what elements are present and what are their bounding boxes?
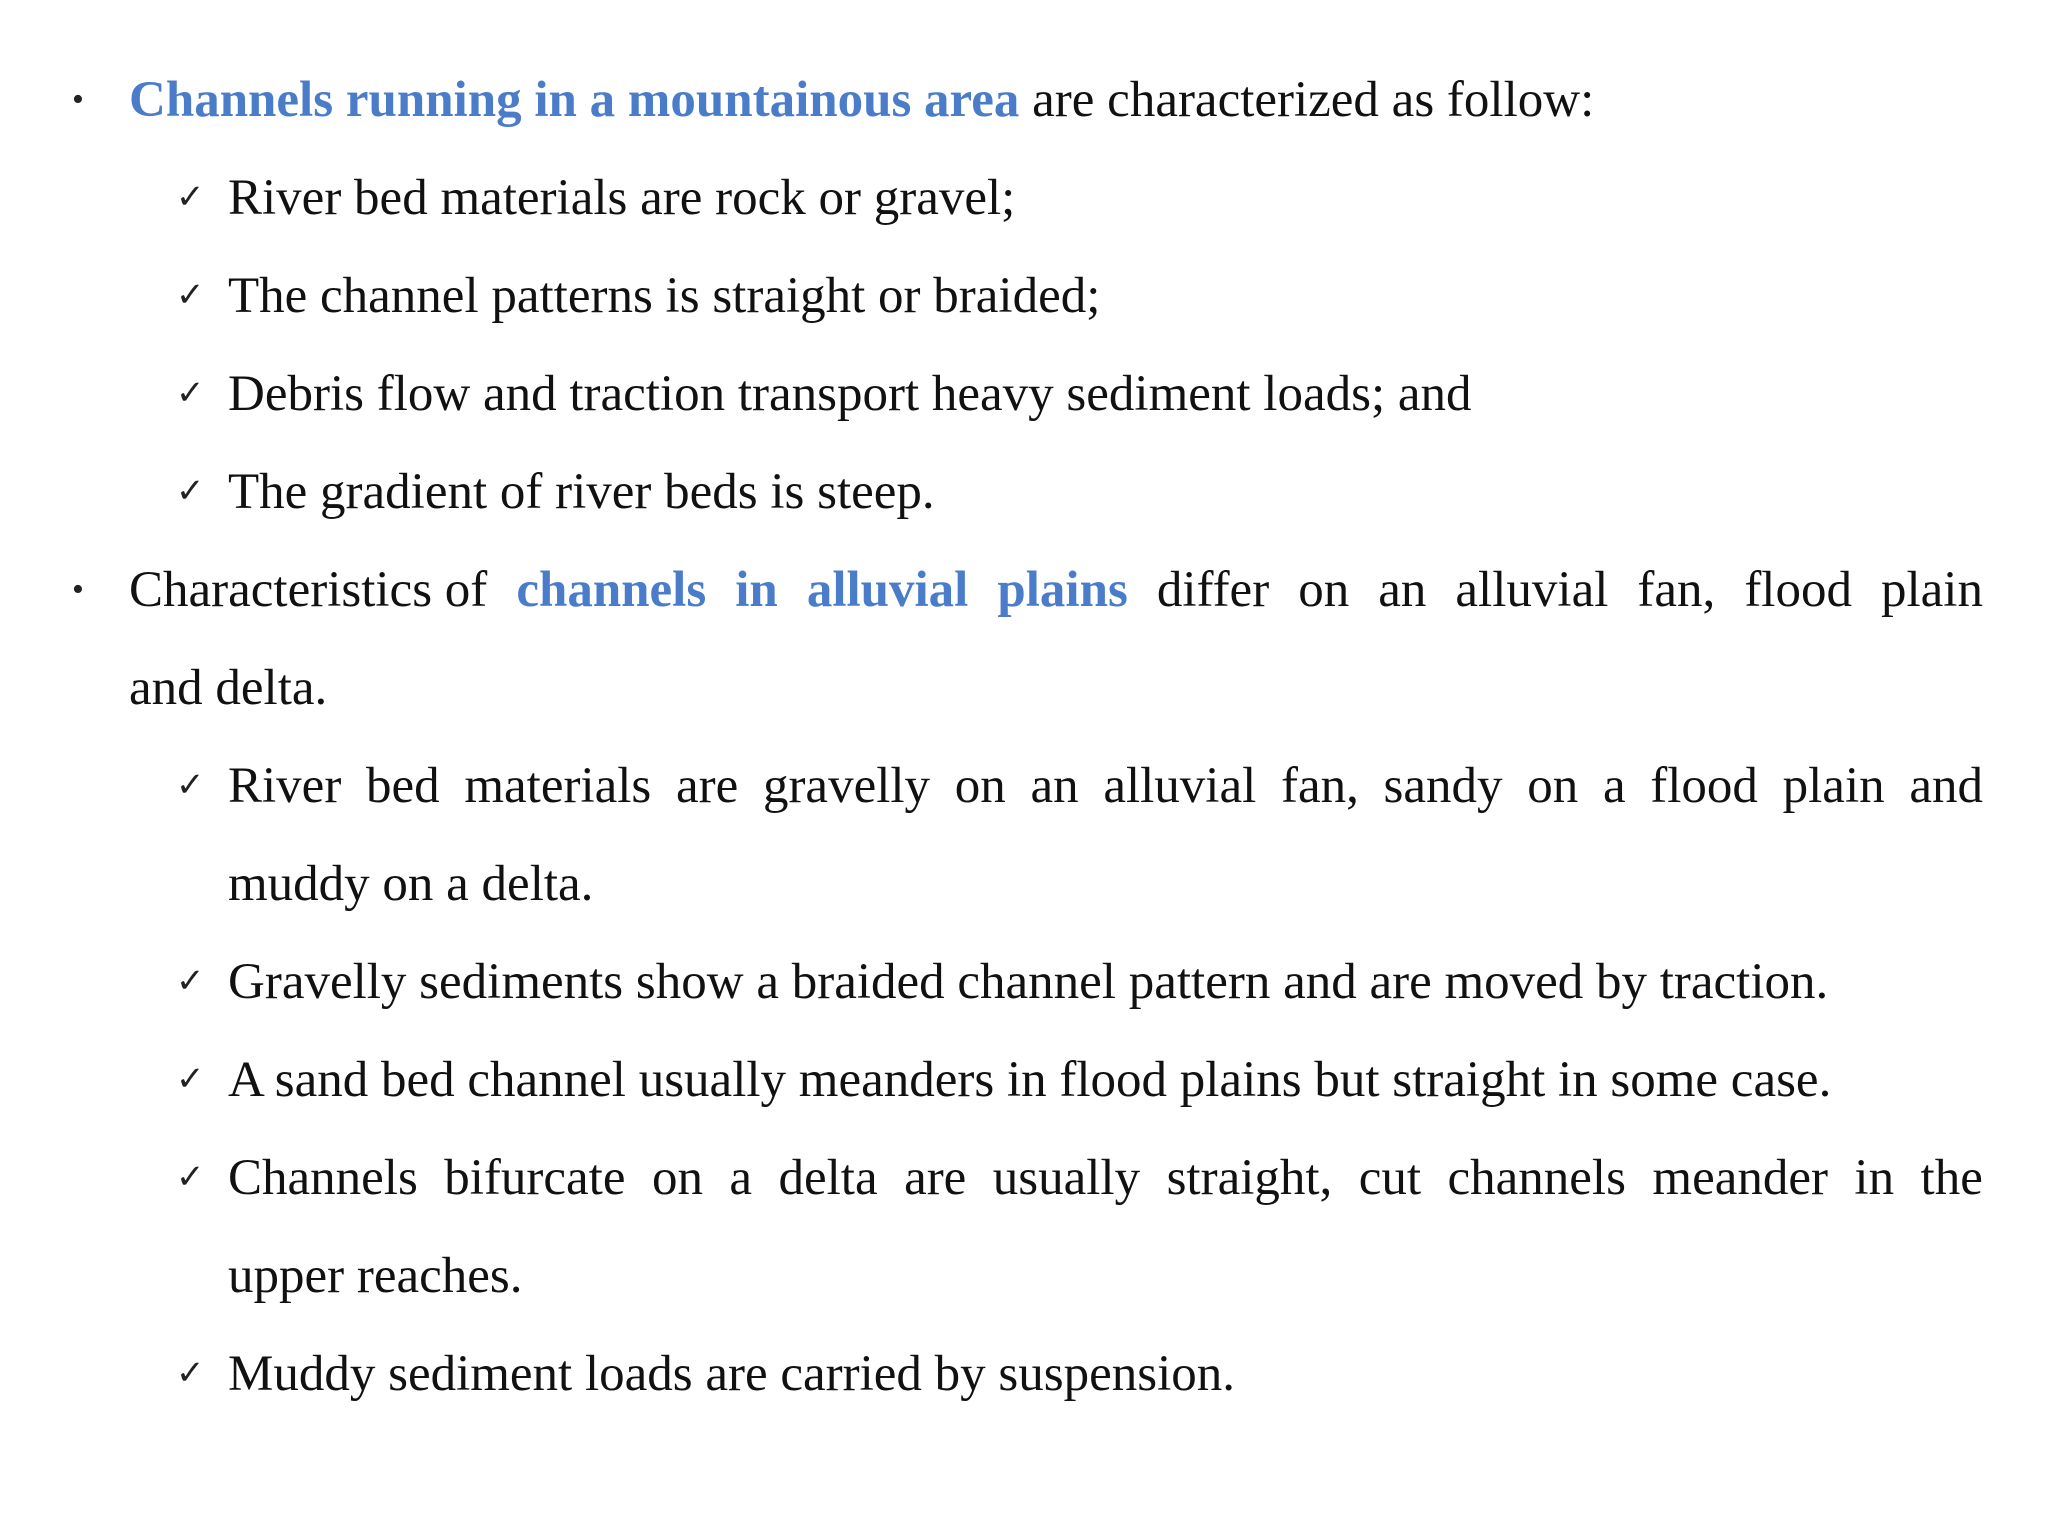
word: are — [675, 758, 739, 814]
list-item-text: upper reaches. — [228, 1248, 523, 1304]
word: alluvial — [1103, 758, 1257, 814]
word: usually — [992, 1150, 1141, 1206]
section2-word: differ — [1156, 562, 1270, 618]
word: on — [954, 758, 1006, 814]
check-icon: ✓ — [176, 277, 205, 314]
section2-word: alluvial — [1455, 562, 1609, 618]
word: bed — [366, 758, 440, 814]
word: River — [228, 758, 342, 814]
section1-highlight: Channels running in a mountainous area — [129, 72, 1020, 128]
word: an — [1030, 758, 1079, 814]
section2-highlight-word: channels — [516, 562, 707, 618]
section2-before: Characteristics of — [129, 562, 488, 618]
section2-word: plain — [1881, 562, 1983, 618]
list-item-text: Gravelly sediments show a braided channel pattern and are moved by traction. — [228, 954, 1829, 1010]
word: cut — [1358, 1150, 1422, 1206]
word: and — [1909, 758, 1983, 814]
word: channels — [1447, 1150, 1626, 1206]
check-icon: ✓ — [176, 1355, 205, 1392]
list-item-text: muddy on a delta. — [228, 856, 594, 912]
word: the — [1920, 1150, 1983, 1206]
list-item-text: A sand bed channel usually meanders in flood plains but straight in some case. — [228, 1052, 1832, 1108]
word: plain — [1782, 758, 1885, 814]
word: flood — [1650, 758, 1758, 814]
list-item-text: River bed materials are rock or gravel; — [228, 170, 1016, 226]
word: Channels — [228, 1150, 418, 1206]
word: are — [904, 1150, 967, 1206]
bullet-icon: • — [72, 81, 84, 118]
word: bifurcate — [444, 1150, 626, 1206]
section1-rest: are characterized as follow: — [1019, 72, 1595, 128]
word: on — [1527, 758, 1579, 814]
list-item-text: The gradient of river beds is steep. — [228, 464, 935, 520]
section2-highlight-word: plains — [997, 562, 1128, 618]
section2-word: fan, — [1637, 562, 1716, 618]
check-icon: ✓ — [176, 473, 205, 510]
section1-heading — [129, 70, 1594, 130]
bullet-icon: • — [72, 571, 84, 608]
check-icon: ✓ — [176, 179, 205, 216]
list-item-text: The channel patterns is straight or braided; — [228, 268, 1101, 324]
list-item-text: Muddy sediment loads are carried by suspension. — [228, 1346, 1236, 1402]
section2-word: an — [1378, 562, 1427, 618]
word: meander — [1652, 1150, 1828, 1206]
section2-word: flood — [1744, 562, 1852, 618]
check-icon: ✓ — [176, 767, 205, 804]
word: fan, — [1280, 758, 1359, 814]
word: straight, — [1166, 1150, 1333, 1206]
list-item-text — [228, 756, 1983, 816]
section2-continuation: and delta. — [129, 660, 328, 716]
word: sandy — [1383, 758, 1503, 814]
word: in — [1854, 1150, 1895, 1206]
section2-heading — [129, 560, 1983, 620]
word: materials — [464, 758, 652, 814]
word: a — [729, 1150, 753, 1206]
check-icon: ✓ — [176, 1061, 205, 1098]
check-icon: ✓ — [176, 1159, 205, 1196]
check-icon: ✓ — [176, 375, 205, 412]
word: on — [651, 1150, 703, 1206]
section2-highlight-word: in — [735, 562, 778, 618]
list-item-text: Debris flow and traction transport heavy sediment loads; and — [228, 366, 1472, 422]
list-item-text — [228, 1148, 1983, 1208]
word: delta — [778, 1150, 878, 1206]
word: gravelly — [762, 758, 931, 814]
section2-highlight-word: alluvial — [806, 562, 969, 618]
check-icon: ✓ — [176, 963, 205, 1000]
section2-word: on — [1298, 562, 1350, 618]
word: a — [1602, 758, 1626, 814]
